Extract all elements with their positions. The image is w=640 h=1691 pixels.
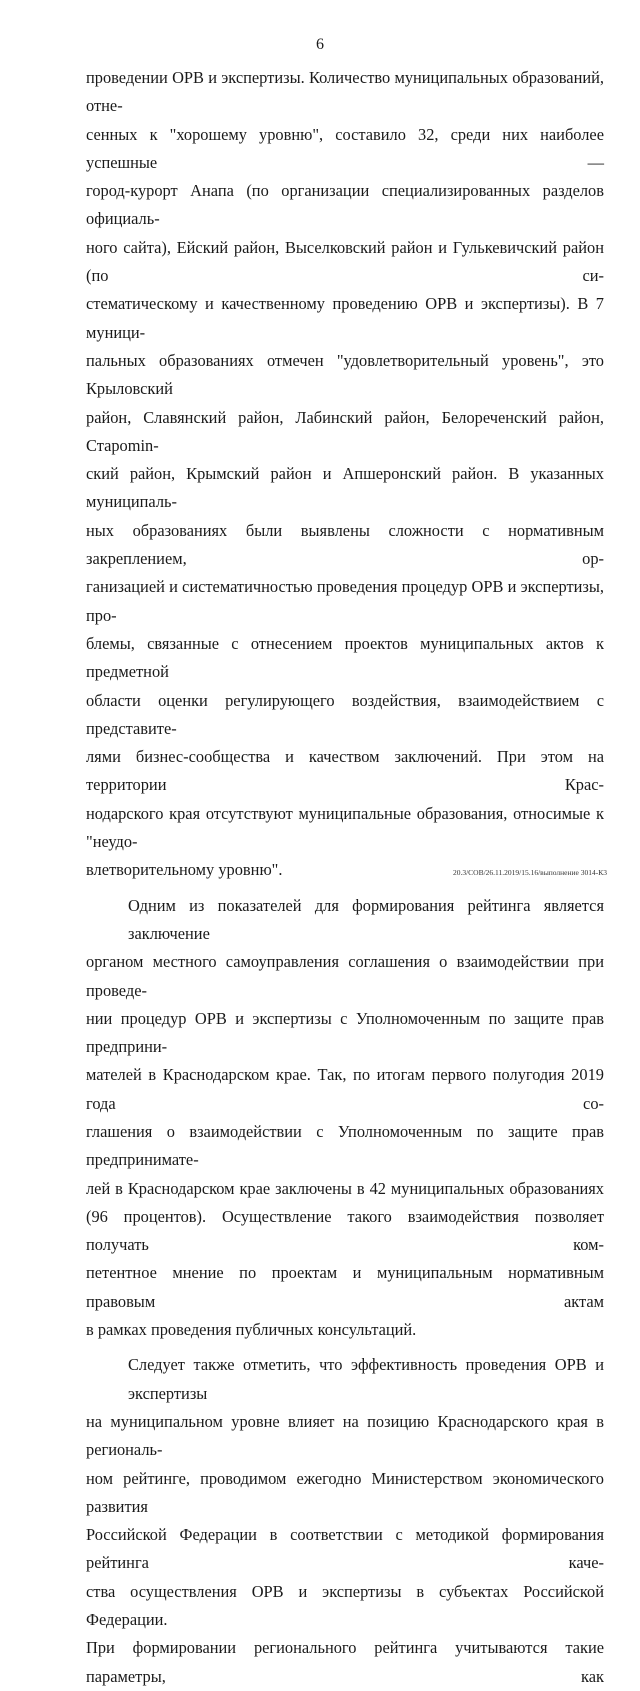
text-line: нии процедур ОРВ и экспертизы с Уполномоченным по защите прав предприни- — [86, 1008, 604, 1057]
page-number: 6 — [316, 36, 324, 53]
text-line: город-курорт Анапа (по организации специализированных разделов официаль- — [86, 181, 604, 229]
text-line: Российской Федерации в соответствии с методикой формирования рейтинга каче- — [86, 1525, 604, 1573]
text-line: ных образованиях были выявлены сложности с нормативным закреплением, ор- — [86, 520, 604, 569]
text-line: влетворительному уровню". — [86, 860, 283, 880]
text-line: стематическому и качественному проведению ОРВ и экспертизы). В 7 муници- — [86, 294, 604, 342]
text-line: в рамках проведения публичных консультаций. — [86, 1320, 417, 1340]
text-line: ного сайта), Ейский район, Выселковский район и Гулькевичский район (по си- — [86, 237, 604, 286]
text-line: ганизацией и систематичностью проведения процедур ОРВ и экспертизы, про- — [86, 577, 604, 625]
document-footer-code: 20.3/СОВ/26.11.2019/15.16/выполнение 3014-К3 — [452, 868, 607, 877]
document-body — [86, 64, 604, 1691]
text-line: сенных к "хорошему уровню", составило 32, среди них наиболее успешные — — [86, 124, 604, 172]
paragraph-2 — [86, 892, 604, 1345]
text-line: ский район, Крымский район и Апшеронский район. В указанных муниципаль- — [86, 464, 604, 512]
text-line: блемы, связанные с отнесением проектов муниципальных актов к предметной — [86, 633, 604, 682]
text-line: нодарского края отсутствуют муниципальные образования, относимые к "неудо- — [86, 803, 604, 852]
text-line: пальных образованиях отмечен "удовлетворительный уровень", это Крыловский — [86, 350, 604, 399]
text-line: лей в Краснодарском крае заключены в 42 муниципальных образованиях — [86, 1178, 604, 1198]
text-line: Следует также отметить, что эффективность проведения ОРВ и экспертизы — [128, 1355, 604, 1403]
text-line: ном рейтинге, проводимом ежегодно Министерством экономического развития — [86, 1468, 604, 1516]
text-line: Одним из показателей для формирования рейтинга является заключение — [128, 895, 604, 943]
paragraph-3 — [86, 1351, 604, 1691]
text-line: район, Славянский район, Лабинский район, Белореченский район, Староmin- — [86, 407, 604, 455]
text-line: на муниципальном уровне влияет на позицию Краснодарского края в региональ- — [86, 1411, 604, 1460]
text-line: глашения о взаимодействии с Уполномоченным по защите прав предпринимате- — [86, 1121, 604, 1170]
text-line: ства осуществления ОРВ и экспертизы в субъектах Российской Федерации. — [86, 1581, 604, 1630]
text-line: проведении ОРВ и экспертизы. Количество муниципальных образований, отне- — [86, 68, 604, 116]
text-line: петентное мнение по проектам и муниципальным нормативным правовым актам — [86, 1263, 604, 1311]
paragraph-1 — [86, 64, 604, 885]
text-line: лями бизнес-сообщества и качеством заключений. При этом на территории Крас- — [86, 747, 604, 795]
text-line: При формировании регионального рейтинга учитываются такие параметры, как — [86, 1638, 604, 1686]
text-line: органом местного самоуправления соглашения о взаимодействии при проведе- — [86, 952, 604, 1000]
text-line: мателей в Краснодарском крае. Так, по итогам первого полугодия 2019 года со- — [86, 1065, 604, 1113]
text-line: области оценки регулирующего воздействия, взаимодействием с представите- — [86, 690, 604, 738]
text-line: (96 процентов). Осуществление такого взаимодействия позволяет получать ком- — [86, 1206, 604, 1255]
